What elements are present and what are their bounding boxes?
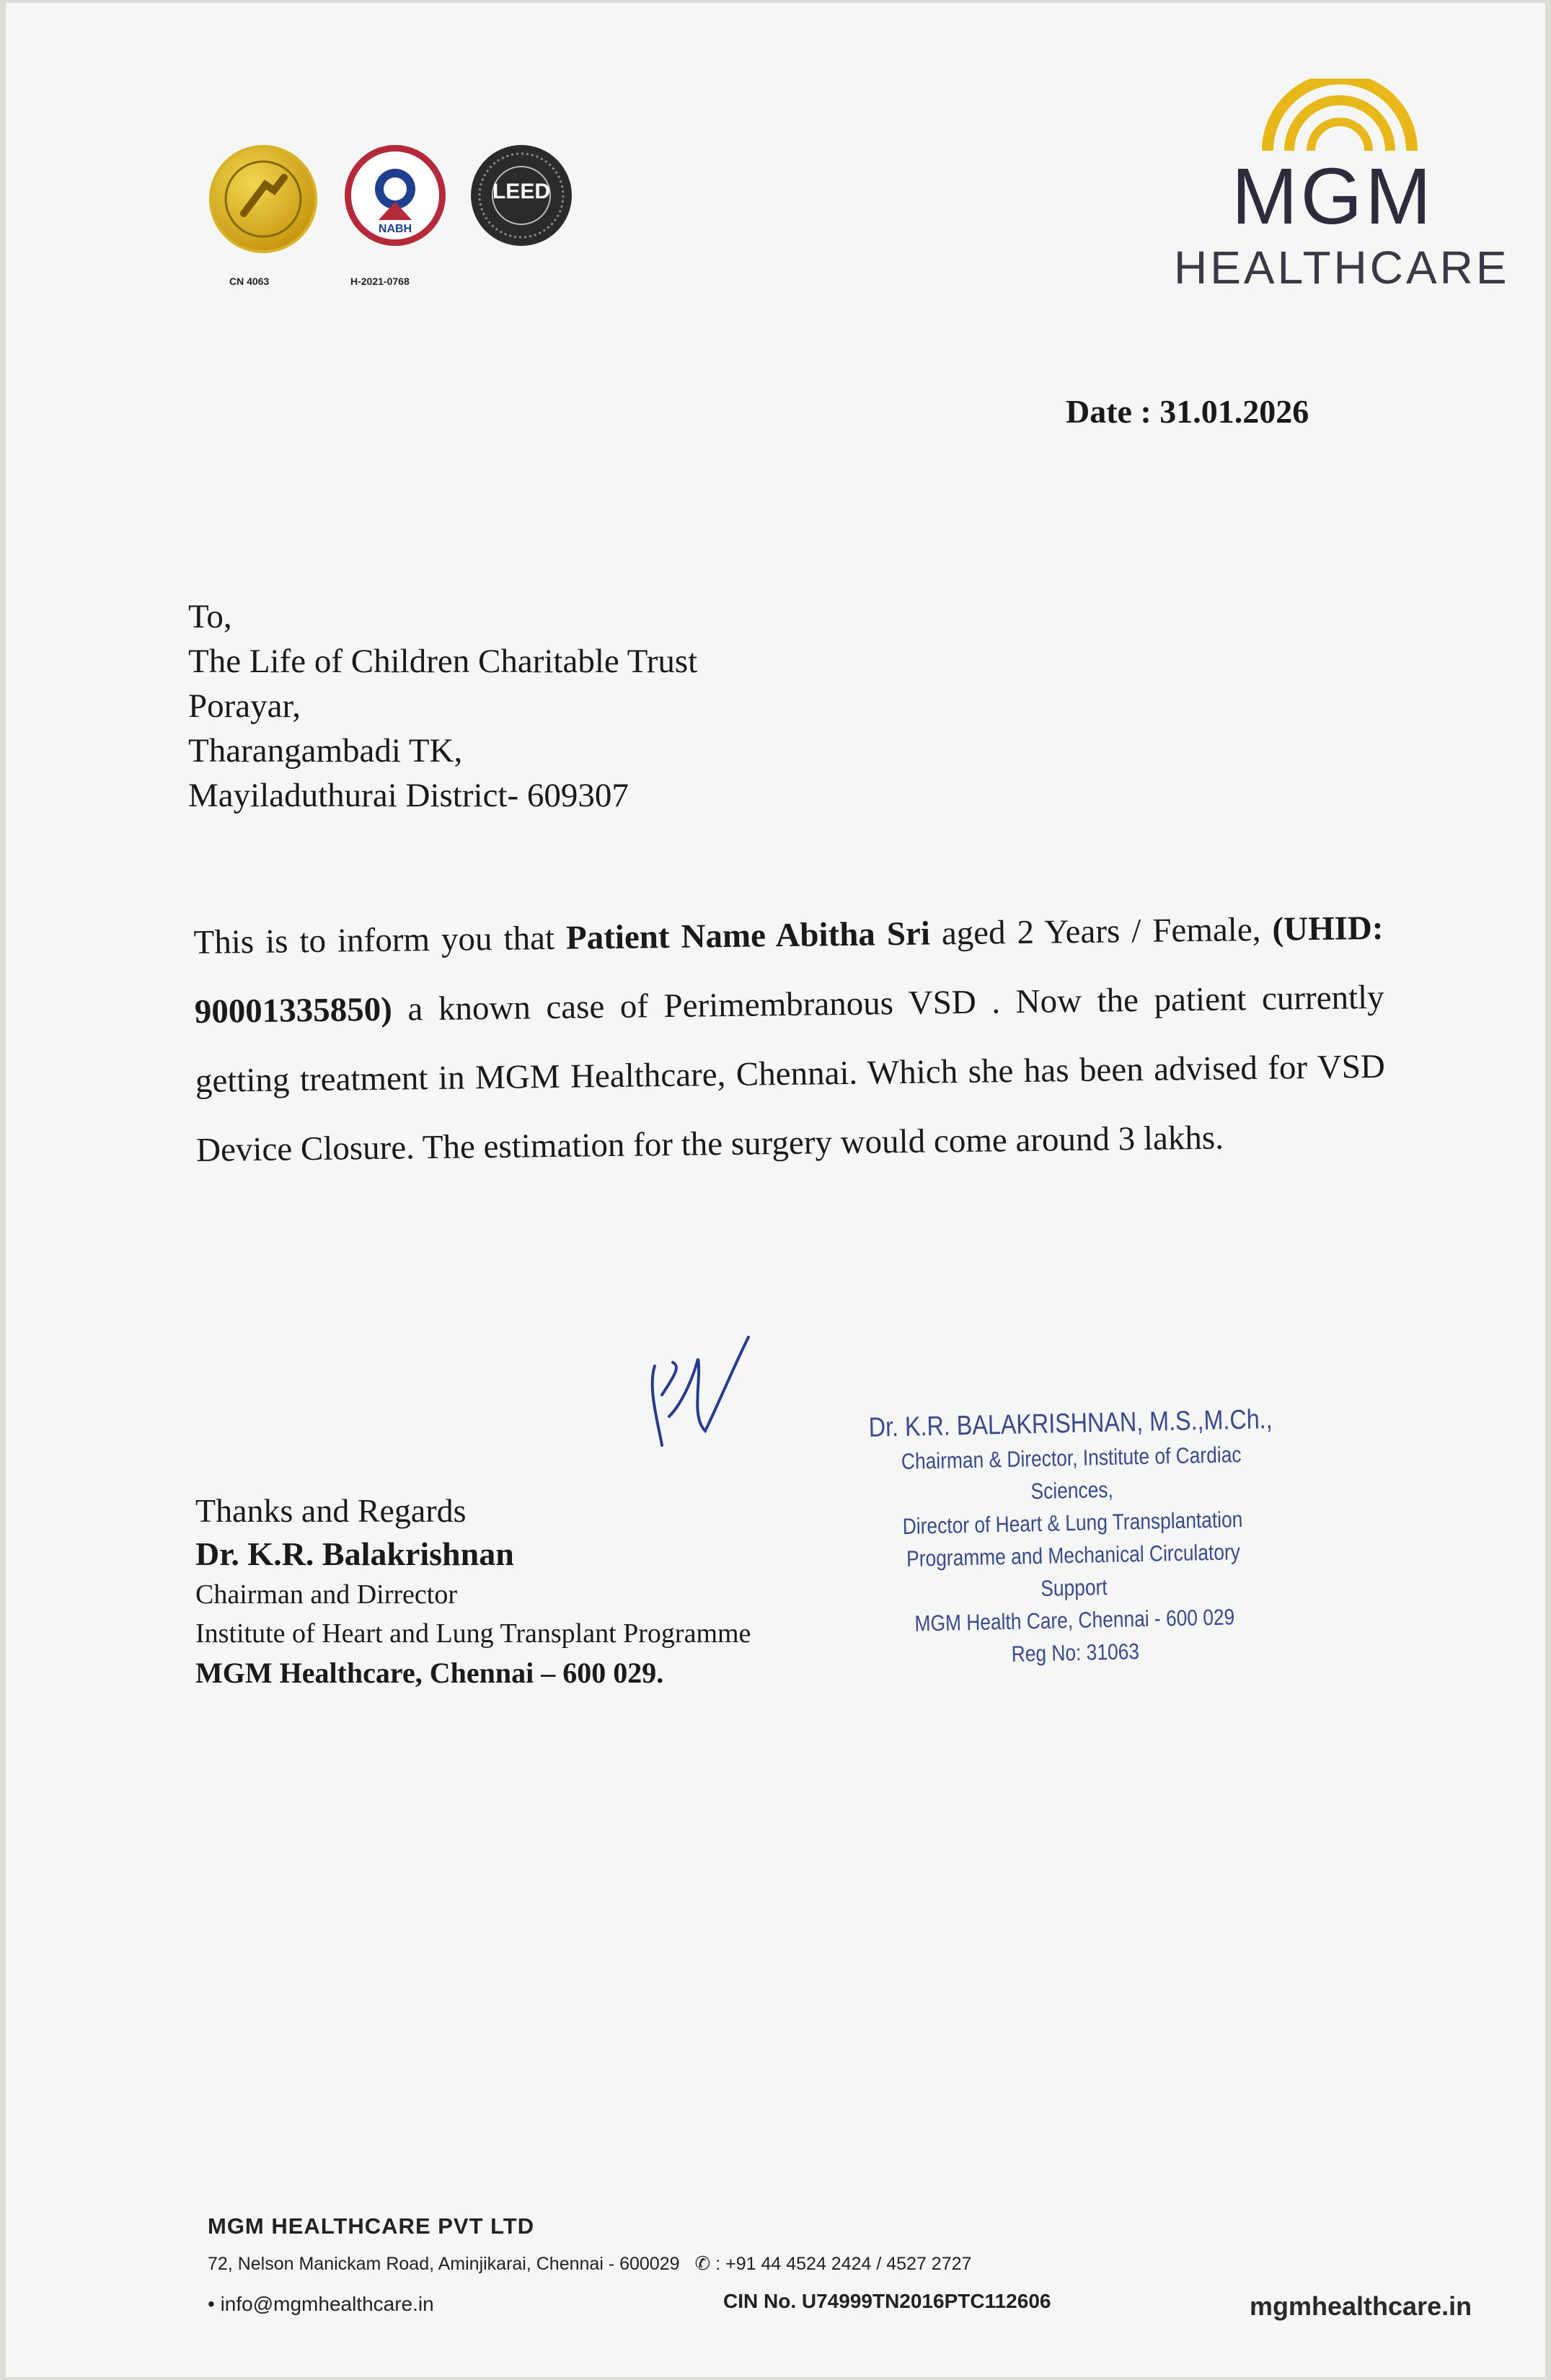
signatory-name: Dr. K.R. Balakrishnan [195, 1535, 514, 1572]
stamp-line: Dr. K.R. BALAKRISHNAN, M.S.,M.Ch., [868, 1404, 1273, 1443]
badge-label-nabh: H-2021-0768 [350, 276, 410, 287]
closing-regards: Thanks and Regards [195, 1492, 467, 1529]
patient-uhid: (UHID: 90001335850) [194, 909, 1384, 1031]
address-line: Porayar, [188, 687, 301, 725]
stamp-line: Chairman & Director, Institute of Cardiac Sciences, [901, 1442, 1242, 1504]
footer-address-line [208, 2252, 971, 2275]
recipient-address [188, 594, 697, 818]
logo-brand: MGM [1232, 152, 1434, 241]
stamp-line: Reg No: 31063 [1011, 1639, 1140, 1667]
signatory-title: Chairman and Dirrector [195, 1579, 457, 1610]
leed-text: LEED [492, 180, 550, 203]
patient-name: Patient Name Abitha Sri [565, 914, 931, 957]
body-text: aged 2 Years / Female, [929, 910, 1273, 953]
letter-closing [195, 1489, 751, 1693]
handwritten-signature [640, 1323, 763, 1467]
footer-address: 72, Nelson Manickam Road, Aminjikarai, Chennai - 600029 [208, 2254, 680, 2274]
phone-icon: ✆ [694, 2252, 711, 2274]
body-text: This is to inform you that [193, 919, 567, 961]
badge-label-cn: CN 4063 [229, 276, 270, 287]
address-line: Mayiladuthurai District- 609307 [188, 777, 629, 814]
footer-website: mgmhealthcare.in [1250, 2291, 1472, 2321]
letterhead-footer [208, 2213, 1472, 2321]
letter-body [193, 894, 1387, 1185]
leed-seal-icon [471, 145, 572, 246]
address-line: To, [188, 598, 232, 635]
footer-company: MGM HEALTHCARE PVT LTD [208, 2213, 535, 2239]
stamp-line: Programme and Mechanical Circulatory Support [906, 1539, 1241, 1601]
footer-email: • info@mgmhealthcare.in [208, 2293, 434, 2315]
stamp-line: MGM Health Care, Chennai - 600 029 [914, 1604, 1235, 1636]
letter-page [6, 3, 1545, 2377]
nabh-seal-icon [345, 145, 446, 246]
signal-arc-icon [1253, 79, 1426, 158]
address-line: Tharangambadi TK, [188, 732, 463, 770]
signatory-institute: Institute of Heart and Lung Transplant Programme [195, 1618, 751, 1649]
svg-text:NABH: NABH [378, 223, 412, 235]
signatory-org: MGM Healthcare, Chennai – 600 029. [195, 1657, 664, 1689]
footer-cin: CIN No. U74999TN2016PTC112606 [723, 2290, 1051, 2312]
footer-phone: : +91 44 4524 2424 / 4527 2727 [715, 2254, 972, 2274]
address-line: The Life of Children Charitable Trust [188, 643, 698, 680]
accreditation-seal-icon [209, 145, 317, 253]
mgm-healthcare-logo [1167, 79, 1510, 302]
body-text: a known case of Perimembranous VSD . Now the patient currently getting treatment in MGM Healthcare, Chennai. Which she has been advised for VSD Device Closure. The estimation for the surgery would come around 3 lakhs. [195, 978, 1386, 1169]
stamp-line: Director of Heart & Lung Transplantation [902, 1507, 1243, 1539]
logo-subbrand: HEALTHCARE [1174, 242, 1510, 294]
doctor-stamp [832, 1401, 1313, 1674]
letter-date: Date : 31.01.2026 [1066, 393, 1309, 430]
